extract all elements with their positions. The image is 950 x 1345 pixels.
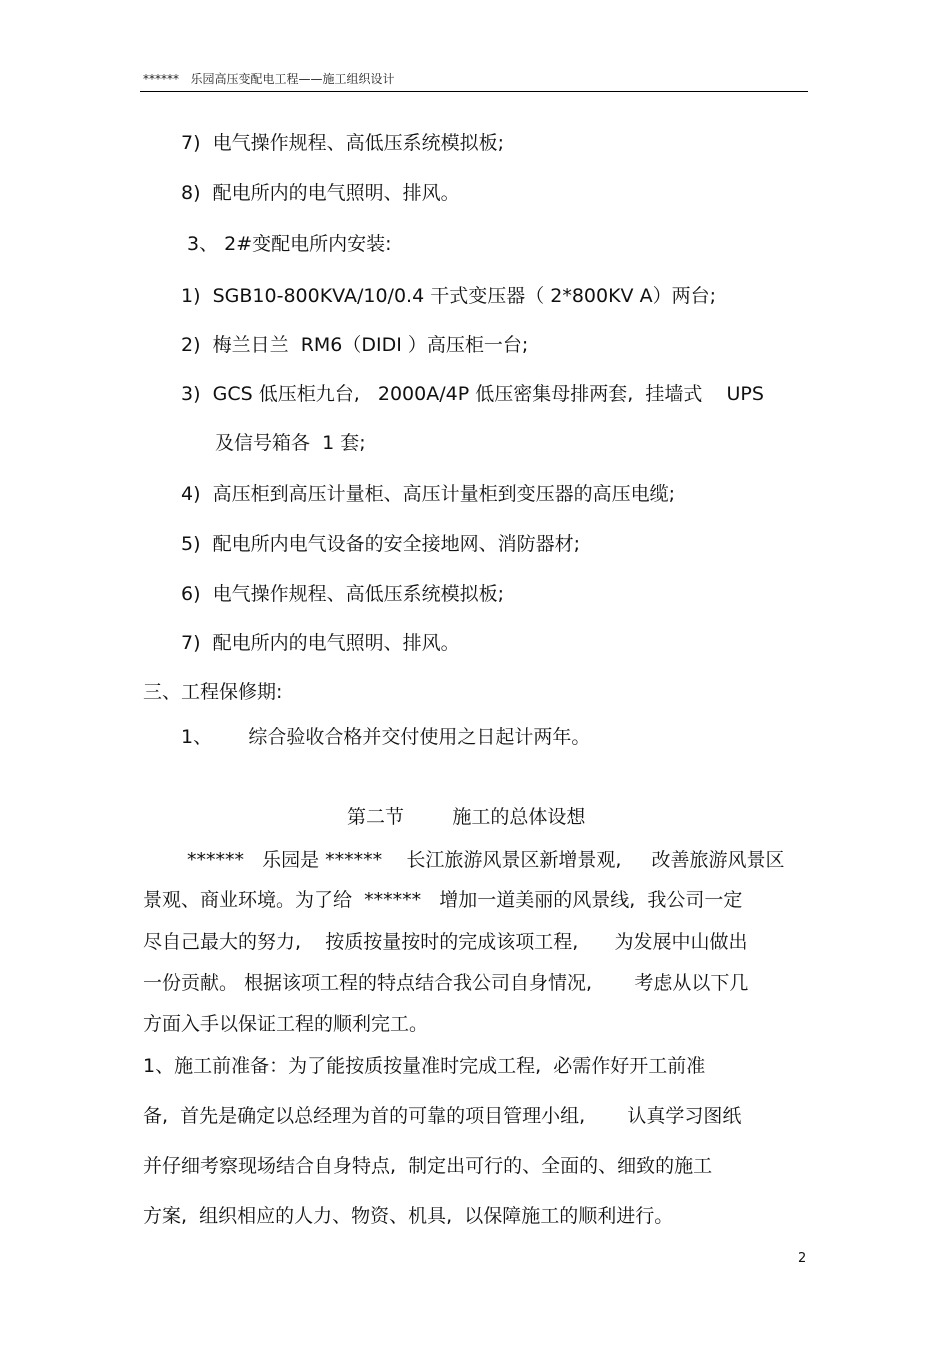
list-number: 1、 <box>181 726 213 748</box>
list-number: 6) <box>181 583 201 605</box>
list-text: 配电所内电气设备的安全接地网、消防器材; <box>212 533 581 555</box>
list-number: 3) <box>181 383 201 405</box>
list-item <box>181 284 716 308</box>
subsection-heading: 3、 2#变配电所内安装: <box>187 233 392 255</box>
list-text: 综合验收合格并交付使用之日起计两年。 <box>248 726 591 748</box>
list-item <box>181 582 504 606</box>
list-number: 7) <box>181 132 201 154</box>
paragraph-line: 尽自己最大的努力, 按质按量按时的完成该项工程, 为发展中山做出 <box>143 931 748 953</box>
list-text: 配电所内的电气照明、排风。 <box>212 632 460 654</box>
list-item <box>181 382 764 406</box>
list-text: 电气操作规程、高低压系统模拟板; <box>212 583 505 605</box>
paragraph-line: 方面入手以保证工程的顺利完工。 <box>143 1013 429 1035</box>
paragraph-line: 备, 首先是确定以总经理为首的可靠的项目管理小组, 认真学习图纸 <box>143 1105 742 1127</box>
list-number: 5) <box>181 533 201 555</box>
running-header: ****** 乐园高压变配电工程——施工组织设计 <box>143 72 395 86</box>
page-number: 2 <box>798 1251 807 1266</box>
list-item <box>181 333 528 357</box>
list-text: GCS 低压柜九台, 2000A/4P 低压密集母排两套, 挂墙式 UPS <box>212 383 764 405</box>
list-text: 电气操作规程、高低压系统模拟板; <box>212 132 505 154</box>
list-item <box>181 181 460 205</box>
list-item <box>181 131 504 155</box>
list-number: 8) <box>181 182 201 204</box>
list-number: 4) <box>181 483 201 505</box>
header-rule <box>140 91 808 92</box>
list-text: 高压柜到高压计量柜、高压计量柜到变压器的高压电缆; <box>212 483 676 505</box>
list-item-continuation <box>215 431 366 455</box>
paragraph-line: ****** 乐园是 ****** 长江旅游风景区新增景观, 改善旅游风景区 <box>187 849 785 871</box>
list-text: 梅兰日兰 RM6（DIDI ）高压柜一台; <box>212 334 529 356</box>
list-text: SGB10-800KVA/10/0.4 干式变压器（ 2*800KV A）两台; <box>212 285 716 307</box>
paragraph-line: 1、施工前准备：为了能按质按量准时完成工程, 必需作好开工前准 <box>143 1055 706 1077</box>
section-heading: 三、工程保修期: <box>143 681 283 703</box>
paragraph-line: 景观、商业环境。为了给 ****** 增加一道美丽的风景线, 我公司一定 <box>143 889 743 911</box>
section-title: 第二节 施工的总体设想 <box>347 806 586 828</box>
list-item <box>181 482 675 506</box>
list-text: 及信号箱各 1 套; <box>215 432 366 454</box>
list-item <box>181 532 580 556</box>
list-number: 7) <box>181 632 201 654</box>
paragraph-line: 一份贡献。 根据该项工程的特点结合我公司自身情况, 考虑从以下几 <box>143 972 749 994</box>
warranty-item <box>181 725 590 749</box>
list-item <box>181 631 460 655</box>
paragraph-line: 方案, 组织相应的人力、物资、机具, 以保障施工的顺利进行。 <box>143 1205 674 1227</box>
list-number: 1) <box>181 285 201 307</box>
list-text: 配电所内的电气照明、排风。 <box>212 182 460 204</box>
list-number: 2) <box>181 334 201 356</box>
paragraph-line: 并仔细考察现场结合自身特点, 制定出可行的、全面的、细致的施工 <box>143 1155 713 1177</box>
